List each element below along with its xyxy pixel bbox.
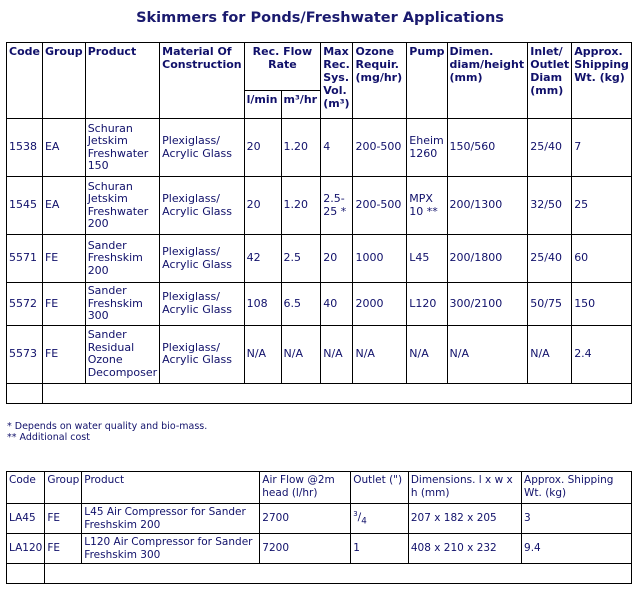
empty-cell: [45, 564, 632, 584]
header-pump: Pump: [407, 43, 447, 119]
cell-inlet: 32/50: [528, 177, 572, 235]
cell-pump: L120: [407, 283, 447, 326]
cell-inlet: 25/40: [528, 235, 572, 283]
cell-pump: L45: [407, 235, 447, 283]
cell-dim: 300/2100: [447, 283, 528, 326]
cell-m3hr: N/A: [281, 325, 321, 383]
cell-code: LA120: [7, 534, 45, 564]
table-row: [7, 119, 632, 177]
cell-m3hr: 6.5: [281, 283, 321, 326]
header-code: Code: [7, 472, 45, 504]
skimmers-table: [6, 42, 632, 404]
cell-lmin: 108: [244, 283, 281, 326]
header-weight: Approx. Shipping Wt. (kg): [572, 43, 632, 119]
table-row: [7, 504, 632, 534]
cell-material: Plexiglass/ Acrylic Glass: [160, 119, 244, 177]
cell-product: Schuran Jetskim Freshwater 200: [85, 177, 159, 235]
header-outlet: Outlet ("): [351, 472, 409, 504]
cell-group: FE: [42, 283, 85, 326]
cell-pump: MPX 10 **: [407, 177, 447, 235]
cell-ozone: 2000: [353, 283, 407, 326]
cell-wt: 9.4: [522, 534, 632, 564]
cell-group: FE: [42, 235, 85, 283]
empty-cell: [7, 564, 45, 584]
cell-material: Plexiglass/ Acrylic Glass: [160, 235, 244, 283]
cell-code: 1538: [7, 119, 43, 177]
fraction-numerator: 3: [353, 510, 358, 519]
header-inlet-outlet: Inlet/ Outlet Diam (mm): [528, 43, 572, 119]
cell-inlet: N/A: [528, 325, 572, 383]
cell-maxrec: N/A: [321, 325, 353, 383]
cell-ozone: 200-500: [353, 177, 407, 235]
header-product: Product: [82, 472, 260, 504]
cell-m3hr: 1.20: [281, 177, 321, 235]
cell-dim: 150/560: [447, 119, 528, 177]
cell-m3hr: 1.20: [281, 119, 321, 177]
cell-pump: N/A: [407, 325, 447, 383]
cell-maxrec: 4: [321, 119, 353, 177]
header-group: Group: [45, 472, 82, 504]
cell-maxrec: 2.5-25 *: [321, 177, 353, 235]
cell-group: FE: [45, 504, 82, 534]
header-max-rec-vol: [321, 43, 353, 119]
cell-ozone: N/A: [353, 325, 407, 383]
page-title: Skimmers for Ponds/Freshwater Applications: [136, 10, 504, 26]
cell-material: Plexiglass/ Acrylic Glass: [160, 177, 244, 235]
header-dimen: Dimen. diam/height (mm): [447, 43, 528, 119]
cell-material: Plexiglass/ Acrylic Glass: [160, 283, 244, 326]
header-dimensions: Dimensions. l x w x h (mm): [408, 472, 521, 504]
cell-dim: 408 x 210 x 232: [408, 534, 521, 564]
cell-product: Sander Freshskim 300: [85, 283, 159, 326]
cell-group: EA: [42, 119, 85, 177]
header-m3hr: m³/hr: [281, 91, 321, 119]
cell-group: FE: [42, 325, 85, 383]
fraction-denominator: 4: [361, 517, 367, 528]
max-rec-label: Max Rec. Sys. Vol.: [323, 45, 350, 97]
cell-pump: Eheim 1260: [407, 119, 447, 177]
header-flow-rate: Rec. Flow Rate: [244, 43, 321, 91]
cell-inlet: 25/40: [528, 119, 572, 177]
cell-wt: 7: [572, 119, 632, 177]
header-lmin: l/min: [244, 91, 281, 119]
header-material: Material Of Construction: [160, 43, 244, 119]
table-row: [7, 235, 632, 283]
cell-wt: 150: [572, 283, 632, 326]
cell-product: L120 Air Compressor for Sander Freshskim 300: [82, 534, 260, 564]
header-group: Group: [42, 43, 85, 119]
cell-wt: 3: [522, 504, 632, 534]
header-code: Code: [7, 43, 43, 119]
fraction-slash: /: [357, 511, 362, 524]
cell-dim: 200/1800: [447, 235, 528, 283]
footnote-1: * Depends on water quality and bio-mass.: [7, 421, 208, 432]
table-row: [7, 283, 632, 326]
table-row: [7, 177, 632, 235]
cell-wt: 25: [572, 177, 632, 235]
cell-code: LA45: [7, 504, 45, 534]
cell-airflow: 2700: [260, 504, 351, 534]
table-row: [7, 325, 632, 383]
footnote-2: ** Additional cost: [7, 432, 90, 443]
header-product: Product: [85, 43, 159, 119]
cell-dim: 200/1300: [447, 177, 528, 235]
cell-ozone: 200-500: [353, 119, 407, 177]
header-air-flow: Air Flow @2m head (l/hr): [260, 472, 351, 504]
header-weight: Approx. Shipping Wt. (kg): [522, 472, 632, 504]
air-compressor-table: [6, 471, 632, 584]
cell-maxrec: 40: [321, 283, 353, 326]
cell-wt: 60: [572, 235, 632, 283]
cell-lmin: 20: [244, 177, 281, 235]
cell-group: FE: [45, 534, 82, 564]
empty-cell: [42, 383, 631, 403]
cell-product: L45 Air Compressor for Sander Freshskim 200: [82, 504, 260, 534]
table-row: [7, 534, 632, 564]
header-ozone: Ozone Requir. (mg/hr): [353, 43, 407, 119]
cell-maxrec: 20: [321, 235, 353, 283]
footnotes: [7, 421, 207, 443]
cell-outlet: [351, 504, 409, 534]
cell-airflow: 7200: [260, 534, 351, 564]
cell-code: 1545: [7, 177, 43, 235]
cell-m3hr: 2.5: [281, 235, 321, 283]
cell-wt: 2.4: [572, 325, 632, 383]
cell-code: 5573: [7, 325, 43, 383]
cell-product: Sander Freshskim 200: [85, 235, 159, 283]
cell-material: Plexiglass/ Acrylic Glass: [160, 325, 244, 383]
cell-lmin: 20: [244, 119, 281, 177]
cell-product: Schuran Jetskim Freshwater 150: [85, 119, 159, 177]
cell-lmin: 42: [244, 235, 281, 283]
cell-lmin: N/A: [244, 325, 281, 383]
empty-cell: [7, 383, 43, 403]
cell-inlet: 50/75: [528, 283, 572, 326]
cell-dim: 207 x 182 x 205: [408, 504, 521, 534]
max-rec-unit: (m³): [323, 97, 350, 110]
cell-code: 5571: [7, 235, 43, 283]
cell-product: Sander Residual Ozone Decomposer: [85, 325, 159, 383]
cell-dim: N/A: [447, 325, 528, 383]
cell-code: 5572: [7, 283, 43, 326]
cell-group: EA: [42, 177, 85, 235]
cell-outlet: 1: [351, 534, 409, 564]
cell-ozone: 1000: [353, 235, 407, 283]
